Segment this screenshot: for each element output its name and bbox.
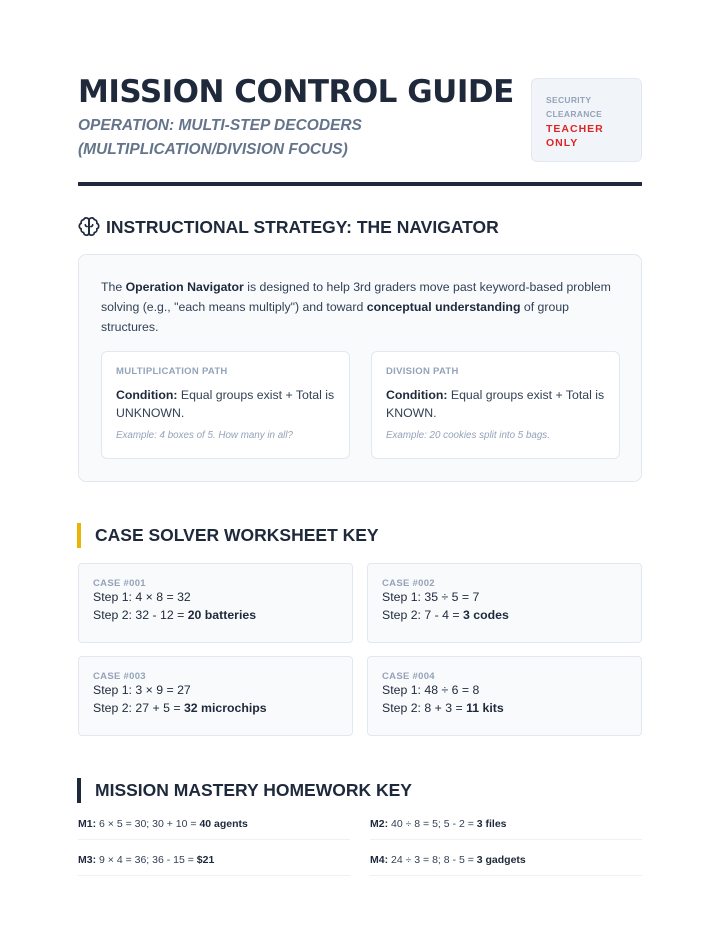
path-condition <box>116 386 335 422</box>
path-example: Example: 20 cookies split into 5 bags. <box>386 430 550 441</box>
condition-label: Condition: <box>386 388 448 402</box>
section-heading-homework: MISSION MASTERY HOMEWORK KEY <box>77 778 412 803</box>
section-title: INSTRUCTIONAL STRATEGY: THE NAVIGATOR <box>106 216 499 237</box>
clearance-value-1: TEACHER <box>546 123 604 135</box>
homework-work: 9 × 4 = 36; 36 - 15 = <box>96 854 197 866</box>
homework-label: M4: <box>370 854 389 866</box>
homework-label: M1: <box>78 818 97 830</box>
clearance-label-1: SECURITY <box>546 95 592 105</box>
section-heading-worksheet: CASE SOLVER WORKSHEET KEY <box>77 523 379 548</box>
homework-item <box>370 852 642 876</box>
case-card <box>367 656 642 736</box>
case-label: CASE #003 <box>93 671 146 682</box>
case-step-2 <box>93 700 338 718</box>
homework-work: 40 ÷ 8 = 5; 5 - 2 = <box>388 818 477 830</box>
case-card <box>78 656 353 736</box>
case-label: CASE #004 <box>382 671 435 682</box>
step-work: Step 2: 32 - 12 = <box>93 607 188 622</box>
section-heading-strategy <box>78 216 499 238</box>
step-answer: 3 codes <box>463 607 509 622</box>
homework-answer: 3 gadgets <box>476 854 526 866</box>
case-step-1: Step 1: 48 ÷ 6 = 8 <box>382 683 480 697</box>
document-header <box>78 74 642 188</box>
homework-answer: 3 files <box>476 818 507 830</box>
path-heading: MULTIPLICATION PATH <box>116 366 228 377</box>
condition-label: Condition: <box>116 388 178 402</box>
case-label: CASE #001 <box>93 578 146 589</box>
case-card <box>78 563 353 643</box>
step-work: Step 2: 8 + 3 = <box>382 700 467 715</box>
intro-text: The <box>101 280 126 294</box>
intro-emphasis: Operation Navigator <box>125 280 244 294</box>
step-work: Step 2: 7 - 4 = <box>382 607 464 622</box>
case-card <box>367 563 642 643</box>
case-step-1: Step 1: 35 ÷ 5 = 7 <box>382 590 480 604</box>
homework-item <box>370 816 642 840</box>
page-subtitle: OPERATION: MULTI-STEP DECODERS (MULTIPLICATION/DIVISION FOCUS) <box>78 117 362 158</box>
case-step-2 <box>382 607 627 625</box>
intro-emphasis: conceptual understanding <box>366 300 521 314</box>
homework-work: 6 × 5 = 30; 30 + 10 = <box>96 818 200 830</box>
case-step-2 <box>382 700 627 718</box>
homework-answer: 40 agents <box>199 818 248 830</box>
case-step-2 <box>93 607 338 625</box>
homework-label: M3: <box>78 854 97 866</box>
brain-icon <box>78 216 100 238</box>
intro-text: is designed to help 3rd graders move past keyword-based problem solving (e.g., "each means multiply") and toward <box>101 280 611 314</box>
header-divider <box>78 182 642 186</box>
path-example: Example: 4 boxes of 5. How many in all? <box>116 430 293 441</box>
step-answer: 32 microchips <box>183 700 267 715</box>
clearance-label-2: CLEARANCE <box>546 109 603 119</box>
navigator-intro <box>101 277 623 337</box>
page-title: MISSION CONTROL GUIDE <box>78 74 514 110</box>
condition-text: Equal groups exist + Total is UNKNOWN. <box>116 388 335 420</box>
security-clearance-badge <box>531 78 642 162</box>
path-heading: DIVISION PATH <box>386 366 459 377</box>
division-path-card <box>371 351 620 459</box>
homework-answer: $21 <box>196 854 215 866</box>
case-step-1: Step 1: 4 × 8 = 32 <box>93 590 191 604</box>
homework-item <box>78 852 350 876</box>
path-condition <box>386 386 605 422</box>
condition-text: Equal groups exist + Total is KNOWN. <box>386 388 605 420</box>
step-work: Step 2: 27 + 5 = <box>93 700 184 715</box>
step-answer: 20 batteries <box>187 607 257 622</box>
case-label: CASE #002 <box>382 578 435 589</box>
case-step-1: Step 1: 3 × 9 = 27 <box>93 683 191 697</box>
homework-work: 24 ÷ 3 = 8; 8 - 5 = <box>388 854 477 866</box>
step-answer: 11 kits <box>466 700 504 715</box>
homework-item <box>78 816 350 840</box>
navigator-panel <box>78 254 642 482</box>
clearance-value-2: ONLY <box>546 137 579 149</box>
intro-text: of group structures. <box>101 300 570 334</box>
homework-label: M2: <box>370 818 389 830</box>
multiplication-path-card <box>101 351 350 459</box>
